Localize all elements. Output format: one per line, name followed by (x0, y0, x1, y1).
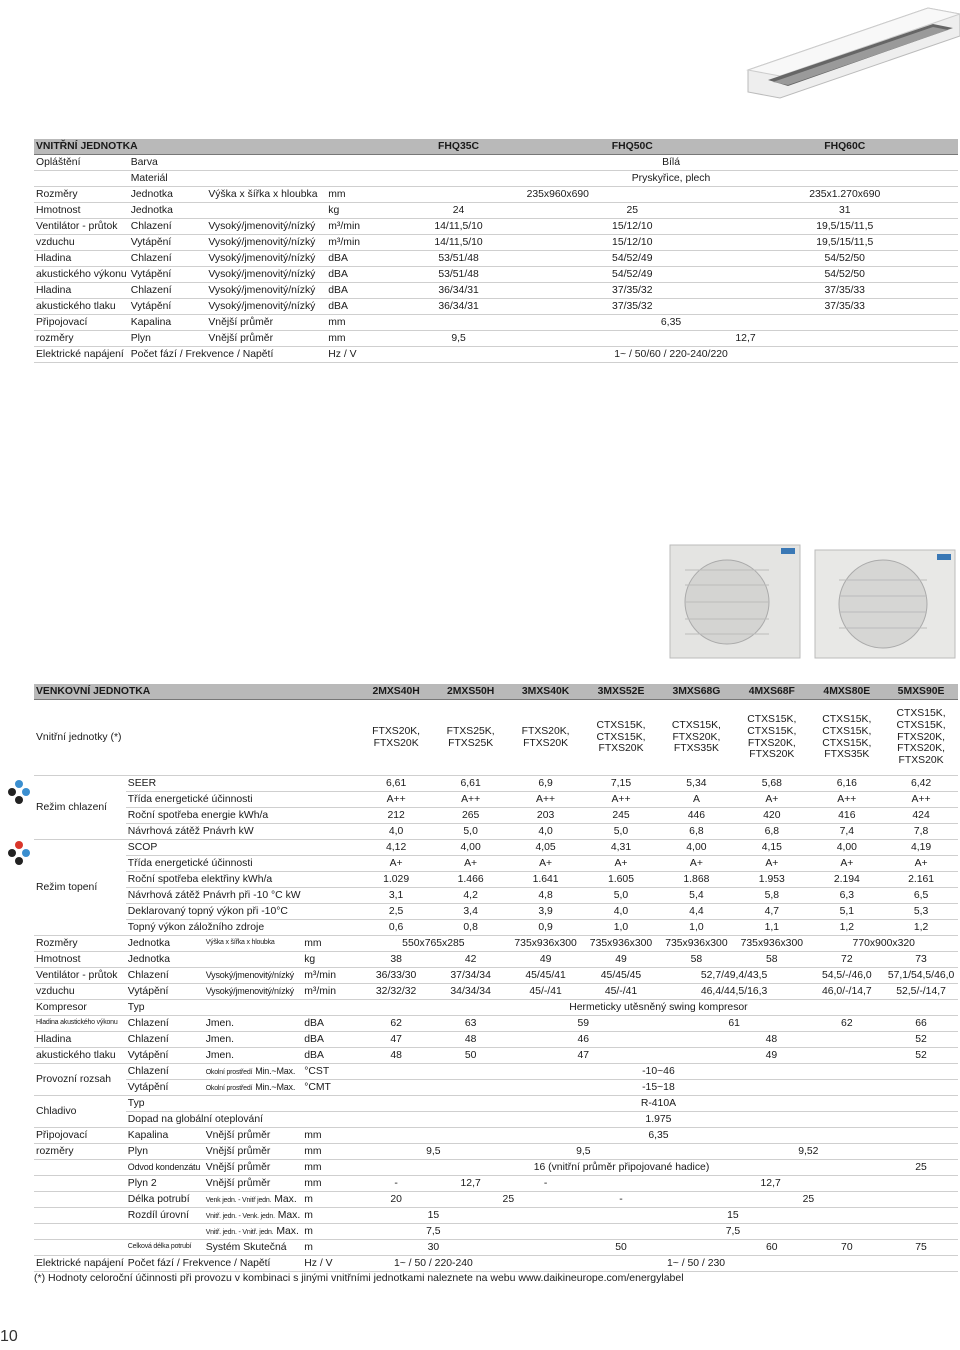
outdoor-spec-table (34, 684, 958, 1272)
value-cell: 6,5 (913, 889, 929, 901)
table-row: Připojovací Kapalina Vnější průměr mm 6,35 (34, 1128, 958, 1144)
model-col: FHQ60C (732, 139, 959, 155)
value-cell: 6,9 (538, 777, 553, 789)
value-cell: 4,8 (538, 889, 553, 901)
table-row: Vnitř. jedn. - Vnitř. jedn. Max. m 7,5 7,5 (34, 1224, 958, 1240)
value-cell: 5,8 (764, 889, 780, 901)
value-cell: 6,61 (386, 777, 407, 789)
value-cell: 4,00 (686, 841, 707, 853)
value-cell: 1.029 (383, 873, 410, 885)
value-cell: A+ (539, 857, 553, 869)
table-row (34, 792, 958, 808)
table-row (34, 856, 958, 872)
table-row (34, 920, 958, 936)
snowflake-icon (8, 779, 30, 805)
value-cell: 1.605 (607, 873, 634, 885)
value-cell: 5,4 (689, 889, 704, 901)
table-row (34, 824, 958, 840)
table-row: rozměry Plyn Vnější průměr mm 9,5 9,5 9,52 (34, 1144, 958, 1160)
value-cell: 6,16 (836, 777, 857, 789)
value-cell: 6,8 (764, 825, 780, 837)
table-row: Rozměry Jednotka Výška x šířka x hloubka mm 235x960x690 235x1.270x690 (34, 187, 958, 203)
value-cell: A+ (389, 857, 403, 869)
outdoor-header-row: VENKOVNÍ JEDNOTKA 2MXS40H 2MXS50H 3MXS40K 3MXS52E 3MXS68G 4MXS68F 4MXS80E 5MXS90E (34, 684, 958, 700)
value-cell: 446 (687, 809, 706, 821)
table-row: akustického výkonu Vytápění Vysoký/jmenovitý/nízký dBA 53/51/48 54/52/49 54/52/50 (34, 267, 958, 283)
value-cell: 3,1 (388, 889, 404, 901)
value-cell: 420 (763, 809, 781, 821)
value-cell: 1,0 (689, 921, 704, 933)
table-row: Elektrické napájení Počet fází / Frekvence / Napětí Hz / V 1~ / 50 / 220-240 1~ / 50 / 230 (34, 1256, 958, 1272)
param-label: Roční spotřeba elektřiny kWh/a (127, 873, 273, 885)
value-cell: 1,1 (764, 921, 780, 933)
table-row: Ventilátor - průtok Chlazení Vysoký/jmenovitý/nízký m³/min 36/33/30 37/34/34 45/45/41 45/45/45 52,7/49,4/43,5 54,5/-/46,0 57,1/54,5/46,0 (34, 968, 958, 984)
table-row: akustického tlaku Vytápění Jmen. dBA 48 50 47 49 52 (34, 1048, 958, 1064)
value-cell: 4,00 (460, 841, 481, 853)
value-cell: 424 (912, 809, 930, 821)
param-label: Třída energetické účinnosti (127, 857, 253, 869)
table-row (34, 840, 958, 856)
table-row: rozměry Plyn Vnější průměr mm 9,5 12,7 (34, 331, 958, 347)
model-col: FHQ35C (384, 139, 533, 155)
table-row (34, 776, 958, 792)
cooling-mode-label: Režim chlazení (36, 801, 108, 813)
value-cell: 1,2 (839, 921, 855, 933)
value-cell: 1.641 (532, 873, 559, 885)
value-cell: 2.161 (908, 873, 935, 885)
indoor-title: VNITŘNÍ JEDNOTKA (34, 139, 384, 155)
table-row: Odvod kondenzátu Vnější průměr mm 16 (vnitřní průměr připojované hadice) 25 (34, 1160, 958, 1176)
value-cell: 2.194 (833, 873, 860, 885)
value-cell: A+ (765, 857, 779, 869)
value-cell: 4,0 (538, 825, 553, 837)
table-row: Opláštění Barva Bílá (34, 155, 958, 171)
table-row: Provozní rozsah Chlazení Okolní prostředí Min.~Max. °CST -10~46 (34, 1064, 958, 1080)
table-row: Hladina akustického výkonu Chlazení Jmen. dBA 62 63 59 61 62 66 (34, 1016, 958, 1032)
value-cell: 5,0 (613, 889, 629, 901)
value-cell: A++ (536, 793, 556, 805)
table-row: Délka potrubí Venk jedn. - Vnitř jedn. Max. m 20 25 - 25 (34, 1192, 958, 1208)
value-cell: 4,05 (535, 841, 556, 853)
value-cell: 4,19 (910, 841, 932, 853)
value-cell: 4,7 (764, 905, 780, 917)
table-row: Elektrické napájení Počet fází / Frekvence / Napětí Hz / V 1~ / 50/60 / 220-240/220 (34, 347, 958, 363)
footnote: (*) Hodnoty celoroční účinnosti při provozu v kombinaci s jinými vnitřními jednotkami naleznete na webu www.daikineurope.com/energylabel (34, 1272, 684, 1284)
value-cell: 7,15 (610, 777, 632, 789)
value-cell: A+ (614, 857, 628, 869)
value-cell: 4,12 (386, 841, 407, 853)
table-row (34, 888, 958, 904)
table-row: vzduchu Vytápění Vysoký/jmenovitý/nízký m³/min 14/11,5/10 15/12/10 19,5/15/11,5 (34, 235, 958, 251)
value-cell: 2,5 (388, 905, 404, 917)
indoor-header-row (34, 139, 958, 155)
value-cell: 203 (536, 809, 555, 821)
value-cell: 5,1 (839, 905, 855, 917)
value-cell: A+ (765, 793, 779, 805)
value-cell: 212 (387, 809, 405, 821)
value-cell: 4,31 (610, 841, 632, 853)
table-row: Plyn 2 Vnější průměr mm - 12,7 - 12,7 (34, 1176, 958, 1192)
value-cell: A++ (386, 793, 406, 805)
table-row: Hladina Chlazení Jmen. dBA 47 48 46 48 52 (34, 1032, 958, 1048)
value-cell: A++ (837, 793, 857, 805)
heating-section (34, 840, 958, 936)
param-label: Třída energetické účinnosti (127, 793, 253, 805)
value-cell: A (692, 793, 700, 805)
param-label: Deklarovaný topný výkon při -10°C (127, 905, 288, 917)
table-row (34, 872, 958, 888)
table-row: Hmotnost Jednotka kg 24 25 31 (34, 203, 958, 219)
model-col: FHQ50C (533, 139, 731, 155)
value-cell: 6,42 (910, 777, 932, 789)
indoor-spec-table (34, 139, 958, 363)
value-cell: 5,0 (613, 825, 629, 837)
value-cell: 245 (612, 809, 630, 821)
value-cell: 4,0 (613, 905, 629, 917)
value-cell: 0,8 (463, 921, 478, 933)
value-cell: 1,0 (613, 921, 629, 933)
table-row: Dopad na globální oteplování 1.975 (34, 1112, 958, 1128)
indoor-units-row: Vnitřní jednotky (*) FTXS20K, FTXS20K FTXS25K, FTXS25K FTXS20K, FTXS20K CTXS15K, CTXS15K, FTXS20K CTXS15K, FTXS20K, FTXS35K CTXS15K, CTXS15K, FTXS20K, FTXS20K CTXS15K, CTXS15K, CTXS15K, FTXS35K CTXS15K, CTXS15K, FTXS20K, FTXS20K, FTXS20K (34, 700, 958, 776)
cooling-section (34, 776, 958, 840)
value-cell: 0,9 (538, 921, 553, 933)
param-label: Návrhová zátěž Pnávrh při -10 °C kW (127, 889, 301, 901)
value-cell: 3,9 (538, 905, 553, 917)
value-cell: 4,15 (761, 841, 782, 853)
value-cell: 1.868 (683, 873, 710, 885)
value-cell: 4,0 (388, 825, 404, 837)
value-cell: A+ (464, 857, 478, 869)
value-cell: A+ (914, 857, 928, 869)
table-row (34, 904, 958, 920)
value-cell: 7,8 (913, 825, 929, 837)
value-cell: 416 (838, 809, 856, 821)
value-cell: 4,00 (836, 841, 857, 853)
value-cell: 265 (461, 809, 480, 821)
sun-icon (8, 840, 30, 866)
table-row: Chladivo Typ R-410A (34, 1096, 958, 1112)
outdoor-unit-image (665, 540, 960, 663)
table-row: Kompresor Typ Hermeticky utěsněný swing kompresor (34, 1000, 958, 1016)
outdoor-title: VENKOVNÍ JEDNOTKA (34, 684, 359, 700)
value-cell: 6,3 (839, 889, 855, 901)
heating-mode-label: Režim topení (36, 881, 98, 893)
value-cell: A++ (911, 793, 931, 805)
table-row: vzduchu Vytápění Vysoký/jmenovitý/nízký m³/min 32/32/32 34/34/34 45/-/41 45/-/41 46,4/44,5/16,3 46,0/-/14,7 52,5/-/14,7 (34, 984, 958, 1000)
value-cell: 7,4 (839, 825, 855, 837)
value-cell: 4,4 (689, 905, 704, 917)
param-label: SEER (127, 777, 157, 789)
table-row: Ventilátor - průtok Chlazení Vysoký/jmenovitý/nízký m³/min 14/11,5/10 15/12/10 19,5/15/11,5 (34, 219, 958, 235)
value-cell: 5,3 (913, 905, 929, 917)
value-cell: 1.466 (457, 873, 484, 885)
param-label: Návrhová zátěž Pnávrh kW (127, 825, 254, 837)
value-cell: 5,0 (463, 825, 478, 837)
param-label: Roční spotřeba energie kWh/a (127, 809, 269, 821)
table-row (34, 808, 958, 824)
table-row: Rozměry Jednotka Výška x šířka x hloubka mm 550x765x285 735x936x300 735x936x300 735x936x300 735x936x300 770x900x320 (34, 936, 958, 952)
value-cell: 5,34 (686, 777, 707, 789)
param-label: Topný výkon záložního zdroje (127, 921, 265, 933)
table-row: Materiál Pryskyřice, plech (34, 171, 958, 187)
value-cell: A+ (840, 857, 854, 869)
table-row: akustického tlaku Vytápění Vysoký/jmenovitý/nízký dBA 36/34/31 37/35/32 37/35/33 (34, 299, 958, 315)
table-row: Hladina Chlazení Vysoký/jmenovitý/nízký dBA 53/51/48 54/52/49 54/52/50 (34, 251, 958, 267)
value-cell: A++ (461, 793, 481, 805)
value-cell: 5,68 (761, 777, 782, 789)
value-cell: 4,2 (463, 889, 478, 901)
page-number: 10 (0, 1328, 18, 1345)
value-cell: 0,6 (388, 921, 404, 933)
table-row: Hmotnost Jednotka kg 38 42 49 49 58 58 72 73 (34, 952, 958, 968)
value-cell: 1.953 (758, 873, 785, 885)
value-cell: A++ (611, 793, 631, 805)
param-label: SCOP (127, 841, 158, 853)
value-cell: 1,2 (913, 921, 929, 933)
value-cell: 3,4 (463, 905, 478, 917)
table-row: Celková délka potrubí Systém Skutečná m 30 50 60 70 75 (34, 1240, 958, 1256)
indoor-unit-image (728, 0, 960, 104)
table-row: Vytápění Okolní prostředí Min.~Max. °CMT -15~18 (34, 1080, 958, 1096)
table-row: Hladina Chlazení Vysoký/jmenovitý/nízký dBA 36/34/31 37/35/32 37/35/33 (34, 283, 958, 299)
value-cell: 6,8 (689, 825, 704, 837)
table-row: Připojovací Kapalina Vnější průměr mm 6,35 (34, 315, 958, 331)
table-row: Rozdíl úrovní Vnitř. jedn. - Venk. jedn. Max. m 15 15 (34, 1208, 958, 1224)
value-cell: A+ (689, 857, 703, 869)
value-cell: 6,61 (460, 777, 481, 789)
